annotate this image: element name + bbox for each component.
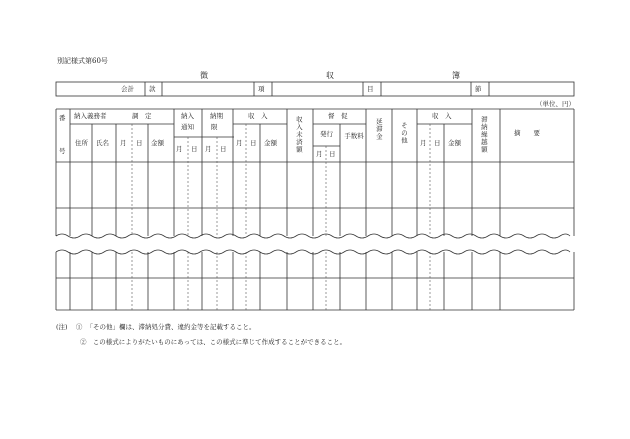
title-char-1: 徴 bbox=[200, 71, 208, 80]
header-unpaid: 収入未済額 bbox=[294, 116, 303, 154]
header-other: その他 bbox=[399, 122, 408, 145]
form-number: 別記様式第60号 bbox=[57, 57, 108, 65]
header-payer: 納入義務者 bbox=[74, 112, 107, 120]
note-1-number: ① bbox=[75, 323, 83, 331]
header-notice-1: 納入 bbox=[181, 112, 194, 120]
note-2-number: ② bbox=[80, 338, 87, 346]
label-kan: 款 bbox=[149, 85, 156, 93]
label-moku: 目 bbox=[367, 85, 374, 93]
header-deadline-day: 日 bbox=[220, 145, 227, 153]
header-notice-month: 月 bbox=[176, 145, 183, 153]
notes-section bbox=[56, 322, 346, 352]
label-kaikei: 会計 bbox=[121, 85, 134, 93]
header-demand: 督 促 bbox=[328, 112, 348, 120]
header-income2-day: 日 bbox=[434, 139, 441, 147]
header-name: 氏名 bbox=[96, 139, 109, 147]
header-deadline-2: 限 bbox=[211, 123, 218, 131]
header-assessment: 調 定 bbox=[132, 112, 152, 120]
header-income-amount: 金額 bbox=[264, 139, 277, 147]
header-late: 延滞金 bbox=[374, 118, 383, 141]
header-fee: 手数料 bbox=[344, 132, 364, 140]
label-setsu: 節 bbox=[475, 85, 482, 93]
header-income-day: 日 bbox=[250, 139, 257, 147]
header-issue-month: 月 bbox=[316, 150, 323, 158]
header-assess-amount: 金額 bbox=[151, 139, 164, 147]
header-notice-2: 通知 bbox=[181, 123, 194, 131]
title-char-2: 収 bbox=[326, 71, 334, 80]
header-income2-month: 月 bbox=[420, 139, 427, 147]
header-remarks: 摘 要 bbox=[514, 129, 540, 137]
header-issue-day: 日 bbox=[329, 150, 336, 158]
title-char-3: 簿 bbox=[452, 71, 460, 80]
notes-label: (注) bbox=[56, 323, 68, 331]
label-kou: 項 bbox=[258, 85, 265, 93]
header-gou: 号 bbox=[59, 147, 66, 155]
header-address: 住所 bbox=[75, 139, 88, 147]
note-1-text: 「その他」欄は、滞納処分費、違約金等を記載すること。 bbox=[86, 323, 256, 331]
header-income2-amount: 金額 bbox=[448, 139, 461, 147]
note-2 bbox=[56, 337, 346, 346]
header-issue: 発行 bbox=[320, 130, 333, 138]
header-ban: 番 bbox=[59, 114, 66, 122]
header-arrears: 滞納繰越額 bbox=[479, 116, 488, 154]
header-deadline-month: 月 bbox=[205, 145, 212, 153]
header-income: 収 入 bbox=[248, 112, 268, 120]
note-1 bbox=[56, 322, 346, 331]
unit-label: （単位、円） bbox=[536, 100, 575, 108]
header-assess-month: 月 bbox=[120, 139, 127, 147]
header-income-month: 月 bbox=[236, 139, 243, 147]
note-2-text: この様式によりがたいものにあっては、この様式に準じて作成することができること。 bbox=[92, 338, 347, 346]
header-notice-day: 日 bbox=[191, 145, 198, 153]
header-income2: 収 入 bbox=[432, 112, 452, 120]
header-deadline-1: 納期 bbox=[210, 112, 223, 120]
header-assess-day: 日 bbox=[136, 139, 143, 147]
